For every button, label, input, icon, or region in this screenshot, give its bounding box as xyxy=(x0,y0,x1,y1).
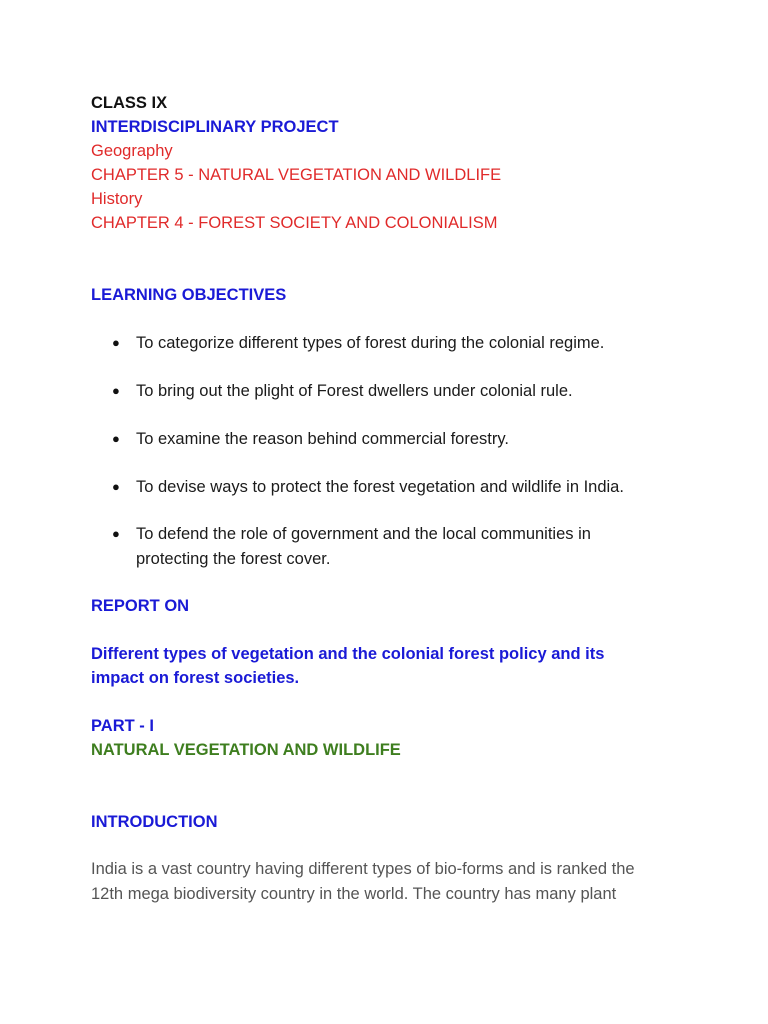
report-heading: REPORT ON xyxy=(91,597,190,615)
objective-text: protecting the forest cover. xyxy=(136,550,331,568)
objective-text: To examine the reason behind commercial forestry. xyxy=(136,430,509,448)
bullet-icon: ● xyxy=(112,335,120,350)
introduction-heading: INTRODUCTION xyxy=(91,813,218,831)
bullet-icon: ● xyxy=(112,383,120,398)
objective-text: To defend the role of government and the local communities in xyxy=(136,525,591,543)
bullet-icon: ● xyxy=(112,479,120,494)
bullet-icon: ● xyxy=(112,431,120,446)
chapter-history: CHAPTER 4 - FOREST SOCIETY AND COLONIALISM xyxy=(91,214,498,232)
project-title: INTERDISCIPLINARY PROJECT xyxy=(91,118,339,136)
objective-text: To bring out the plight of Forest dwellers under colonial rule. xyxy=(136,382,573,400)
part-title: NATURAL VEGETATION AND WILDLIFE xyxy=(91,741,401,759)
subject-history: History xyxy=(91,190,143,208)
introduction-line: 12th mega biodiversity country in the world. The country has many plant xyxy=(91,885,617,903)
chapter-geography: CHAPTER 5 - NATURAL VEGETATION AND WILDLIFE xyxy=(91,166,502,184)
report-subject-line: Different types of vegetation and the colonial forest policy and its xyxy=(91,645,605,663)
objectives-heading: LEARNING OBJECTIVES xyxy=(91,286,287,304)
part-label: PART - I xyxy=(91,717,154,735)
objective-text: To categorize different types of forest during the colonial regime. xyxy=(136,334,605,352)
subject-geography: Geography xyxy=(91,142,173,160)
introduction-line: India is a vast country having different types of bio-forms and is ranked the xyxy=(91,860,635,878)
report-subject-line: impact on forest societies. xyxy=(91,669,300,687)
objective-text: To devise ways to protect the forest vegetation and wildlife in India. xyxy=(136,478,624,496)
bullet-icon: ● xyxy=(112,526,120,541)
class-label: CLASS IX xyxy=(91,94,168,112)
